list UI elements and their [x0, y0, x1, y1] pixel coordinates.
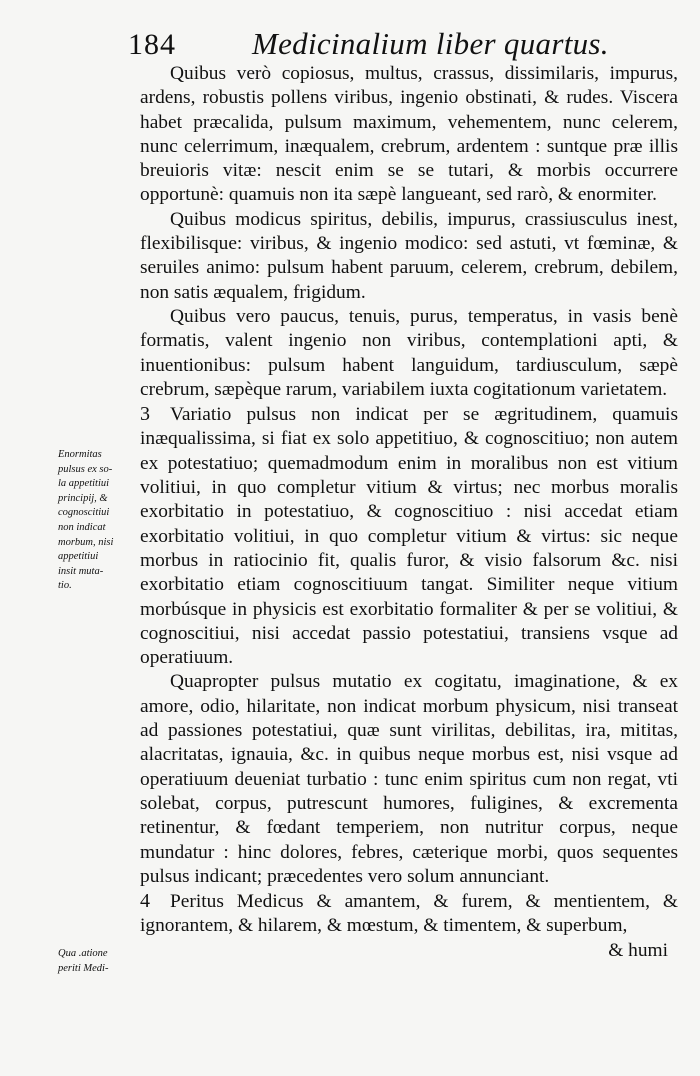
paragraph-text: Peritus Medicus & amantem, & furem, & mentientem, & ignorantem, & hilarem, & mœstum, & timentem, & superbum, — [140, 891, 678, 937]
paragraph — [140, 670, 678, 889]
marginal-line: Qua .atione — [58, 948, 108, 959]
paragraph-text: Quapropter pulsus mutatio ex cogitatu, imaginatione, & ex amore, odio, hilaritate, non indicat morbum physicum, nisi transeat ad passiones potestatiui, quæ sunt virilitas, debilitas, ira, mititas, alacritatas, ignauia, &c. in quibus neque morbus est, nisi vsque ad operatiuum deueniat turbatio : tunc enim spiritus cum non regat, vti solebat, corpus, putrescunt humores, fuligines, & excrementa retinentur, & fœdant temperiem, non nutritur corpus, neque mundatur : hinc dolores, febres, cæterique morbi, quos sequentes pulsus indicant; præcedentes vero solum annunciant. — [140, 671, 678, 887]
paragraph-text: Variatio pulsus non indicat per se ægritudinem, quamuis inæqualissima, si fiat ex solo appetitiuo, & cognoscitiuo; non autem ex potestatiuo; quemadmodum enim in moralibus non est vitium volitiui, in quo completur vitium & virtus; nec morbus moralis exorbitatio in potestatiuo, & cognoscitiuo : nisi accedat etiam exorbitatio volitiui, in quo completur vitium & virtus: sic neque morbus in ratiocinio fit, qualis furor, & visio falsorum &c. nisi exorbitatio etiam cognoscitiuum tangat. Similiter neque vitium morbúsque in physicis est exorbitatio formaliter & per se volitiui, & cognoscitiui, nisi accedat passio potestatiui, transiens vsque ad operatiuum. — [140, 404, 678, 669]
catchword: & humi — [608, 939, 668, 961]
paragraph-number: 3 — [140, 403, 150, 426]
numbered-paragraph — [140, 889, 678, 939]
paragraph — [140, 305, 678, 402]
marginal-line: tio. — [58, 580, 72, 592]
numbered-paragraph — [140, 402, 678, 670]
marginal-note — [58, 448, 142, 594]
marginal-line: insit muta- — [58, 565, 104, 577]
paragraph-text: Quibus verò copiosus, multus, crassus, dissimilaris, impurus, ardens, robustis pollens viribus, ingenio obstinati, & rudes. Viscera habet præcalida, pulsum maximum, vehementem, nunc celerem, nunc celerrimum, inæqualem, crebrum, ardentem : suntque præ illis breuioris vitæ: nescit enim se se tutari, & morbis occurrere opportunè: quamuis non ita sæpè langueant, sed rarò, & enormiter. — [140, 63, 678, 206]
running-title: Medicinalium liber quartus. — [252, 26, 609, 61]
paragraph — [140, 62, 678, 208]
marginal-line: appetitiui — [58, 551, 99, 563]
body-text — [140, 62, 678, 963]
marginal-line: non indicat — [58, 521, 106, 533]
page-number: 184 — [128, 28, 176, 61]
paragraph-text: Quibus vero paucus, tenuis, purus, temperatus, in vasis benè formatis, valent ingenio non viribus, contemplationi apti, & inuentionibus: pulsum habent languidum, tardiusculum, sæpè crebrum, sæpèque rarum, variabilem iuxta cogitationum varietatem. — [140, 305, 678, 400]
marginal-line: Enormitas — [58, 449, 102, 460]
marginal-line: cognoscitiui — [58, 507, 110, 519]
marginal-line: periti Medi- — [58, 962, 109, 974]
paragraph — [140, 208, 678, 305]
marginal-line: la appetitiui — [58, 478, 110, 490]
paragraph-number: 4 — [140, 890, 150, 913]
marginal-note — [58, 947, 142, 976]
marginal-line: pulsus ex so- — [58, 463, 113, 475]
paragraph-text: Quibus modicus spiritus, debilis, impurus, crassiusculus inest, flexibilisque: viribus, & ingenio modico: sed astuti, vt fœminæ, & seruiles animo: pulsum habent paruum, celerem, crebrum, debilem, non satis æqualem, frigidum. — [140, 208, 678, 303]
marginal-line: morbum, nisi — [58, 536, 114, 548]
marginal-line: principij, & — [58, 492, 108, 504]
